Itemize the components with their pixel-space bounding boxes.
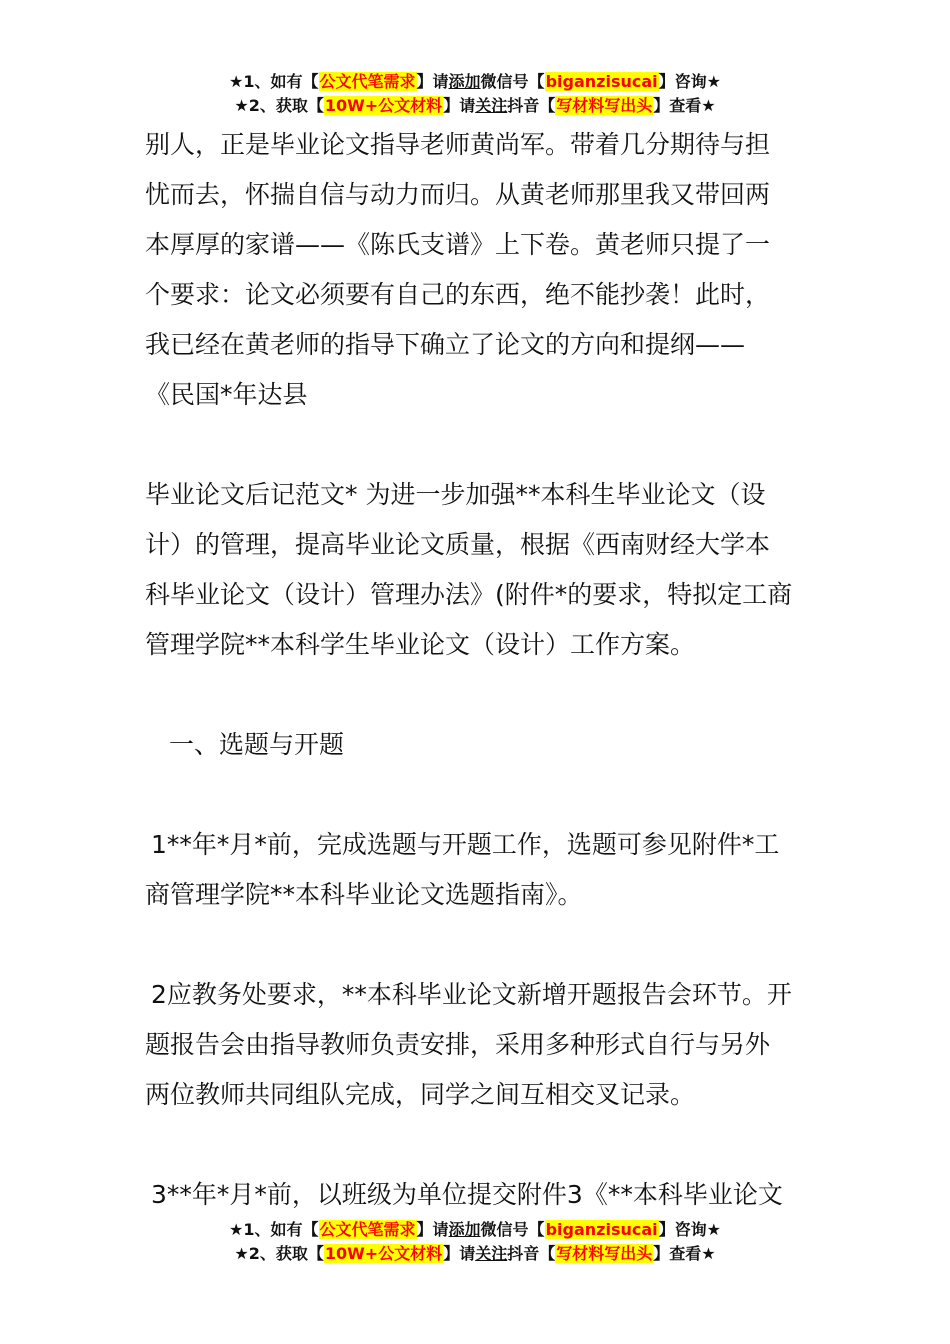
paragraph-4: 2应教务处要求，**本科毕业论文新增开题报告会环节。开 题报告会由指导教师负责安排，采用多种形式自行与另外 两位教师共同组队完成，同学之间互相交叉记录。 (145, 980, 792, 1109)
paragraph-2: 毕业论文后记范文* 为进一步加强**本科生毕业论文（设 计）的管理，提高毕业论文质量，根据《西南财经大学本 科毕业论文（设计）管理办法》(附件*的要求，特拟定工商 管理学院**本科学生毕业论文（设计）工作方案。 (145, 480, 793, 659)
highlight-wechat-id: biganzisucai (545, 1220, 658, 1239)
section-heading: 一、选题与开题 (169, 730, 345, 759)
highlight-ghostwriting: 公文代笔需求 (319, 1220, 416, 1239)
highlight-materials: 10W+公文材料 (324, 96, 443, 115)
highlight-wechat-id: biganzisucai (545, 72, 658, 91)
highlight-douyin: 写材料写出头 (556, 96, 653, 115)
paragraph-3: 1**年*月*前，完成选题与开题工作，选题可参见附件*工 商管理学院**本科毕业论文选题指南》。 (145, 830, 780, 909)
paragraph-5: 3**年*月*前，以班级为单位提交附件3《**本科毕业论文 (151, 1180, 783, 1209)
footer-banner (0, 1218, 950, 1266)
star-icon: ★ (234, 96, 249, 115)
document-body (145, 120, 815, 1220)
paragraph-1: 别人，正是毕业论文指导老师黄尚军。带着几分期待与担 忧而去，怀揣自信与动力而归。从黄老师那里我又带回两 本厚厚的家谱——《陈氏支谱》上下卷。黄老师只提了一 个要求：论文必须要有自己的东西，绝不能抄袭！此时， 我已经在黄老师的指导下确立了论文的方向和提纲—— 《民国*年达县 (145, 130, 771, 409)
highlight-materials: 10W+公文材料 (324, 1244, 443, 1263)
highlight-douyin: 写材料写出头 (556, 1244, 653, 1263)
banner-line-2: ★2、获取【10W+公文材料】请关注抖音【写材料写出头】查看★ (234, 1244, 716, 1263)
banner-line-2: ★2、获取【10W+公文材料】请关注抖音【写材料写出头】查看★ (234, 96, 716, 115)
star-icon: ★ (234, 1244, 249, 1263)
star-icon: ★ (229, 72, 244, 91)
banner-line-1: ★1、如有【公文代笔需求】请添加微信号【biganzisucai】咨询★ (229, 72, 721, 91)
banner-line-1: ★1、如有【公文代笔需求】请添加微信号【biganzisucai】咨询★ (229, 1220, 721, 1239)
highlight-ghostwriting: 公文代笔需求 (319, 72, 416, 91)
header-banner (0, 70, 950, 118)
star-icon: ★ (229, 1220, 244, 1239)
